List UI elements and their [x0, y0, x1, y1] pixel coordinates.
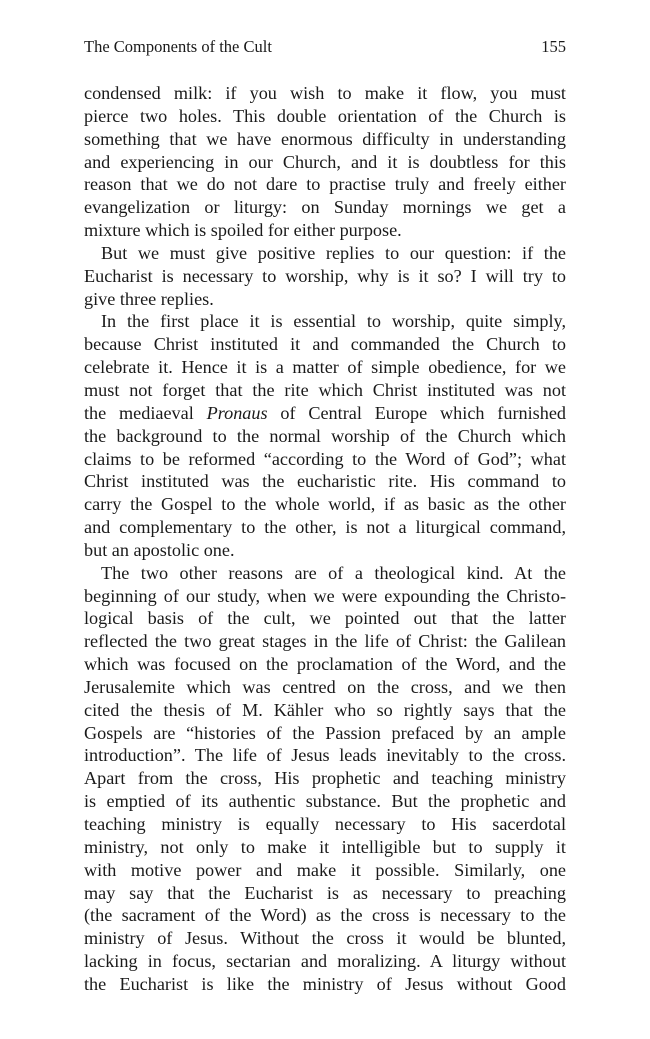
- text-line: is emptied of its authentic substance. But the prophetic and: [84, 791, 566, 812]
- text-line: evangelization or liturgy: on Sunday mornings we get a: [84, 197, 566, 218]
- text-line: with motive power and make it possible. Similarly, one: [84, 859, 566, 880]
- text-line: In the first place it is essential to worship, quite simply,: [101, 311, 566, 332]
- text-line: must not forget that the rite which Christ instituted was not: [84, 379, 566, 400]
- text-line: The two other reasons are of a theological kind. At the: [101, 562, 566, 583]
- running-title: The Components of the Cult: [84, 37, 272, 56]
- text-line: Jerusalemite which was centred on the cross, and we then: [84, 676, 566, 697]
- running-head: [84, 36, 566, 58]
- text-line: celebrate it. Hence it is a matter of simple obedience, for we: [84, 357, 566, 378]
- text-line: [84, 402, 566, 425]
- text-line: logical basis of the cult, we pointed out that the latter: [84, 608, 566, 629]
- text-line: reason that we do not dare to practise truly and freely either: [84, 174, 566, 195]
- text-segment: of Central Europe which furnished: [267, 402, 566, 423]
- text-line: teaching ministry is equally necessary to His sacerdotal: [84, 814, 566, 834]
- text-line: and experiencing in our Church, and it is doubtless for this: [84, 151, 566, 172]
- text-line: Eucharist is necessary to worship, why is it so? I will try to: [84, 265, 566, 286]
- text-line: may say that the Eucharist is as necessary to preaching: [84, 882, 566, 903]
- text-line: the background to the normal worship of the Church which: [84, 425, 566, 446]
- text-line: beginning of our study, when we were expounding the Christo-: [84, 585, 566, 606]
- text-line: and complementary to the other, is not a liturgical command,: [84, 517, 566, 538]
- text-line: ministry, not only to make it intelligible but to supply it: [84, 836, 566, 857]
- text-line: give three replies.: [84, 288, 214, 309]
- text-line: (the sacrament of the Word) as the cross is necessary to the: [84, 905, 566, 926]
- text-line: introduction”. The life of Jesus leads inevitably to the cross.: [84, 745, 566, 766]
- text-line: the Eucharist is like the ministry of Jesus without Good: [84, 973, 566, 994]
- text-segment: the mediaeval: [84, 402, 207, 423]
- text-line: ministry of Jesus. Without the cross it would be blunted,: [84, 928, 566, 949]
- text-line: mixture which is spoiled for either purpose.: [84, 220, 402, 241]
- book-page: [84, 0, 566, 1039]
- text-line: Gospels are “histories of the Passion prefaced by an ample: [84, 722, 566, 743]
- text-line: lacking in focus, sectarian and moralizing. A liturgy without: [84, 951, 566, 972]
- text-line: something that we have enormous difficulty in understanding: [84, 128, 566, 149]
- text-line: But we must give positive replies to our question: if the: [101, 242, 566, 263]
- italic-term: Pronaus: [206, 402, 268, 423]
- text-line: claims to be reformed “according to the Word of God”; what: [84, 448, 566, 469]
- text-line: but an apostolic one.: [84, 539, 235, 560]
- text-line: Christ instituted was the eucharistic rite. His command to: [84, 471, 566, 492]
- body-text: [84, 82, 566, 996]
- text-line: Apart from the cross, His prophetic and teaching ministry: [84, 768, 566, 789]
- text-line: condensed milk: if you wish to make it flow, you must: [84, 83, 566, 103]
- text-line: carry the Gospel to the whole world, if as basic as the other: [84, 494, 566, 515]
- text-line: reflected the two great stages in the life of Christ: the Galilean: [84, 631, 566, 652]
- text-line: cited the thesis of M. Kähler who so rightly says that the: [84, 699, 566, 720]
- page-number: 155: [541, 37, 566, 56]
- text-line: which was focused on the proclamation of the Word, and the: [84, 654, 566, 675]
- text-line: because Christ instituted it and commanded the Church to: [84, 334, 566, 355]
- text-line: pierce two holes. This double orientation of the Church is: [84, 105, 566, 126]
